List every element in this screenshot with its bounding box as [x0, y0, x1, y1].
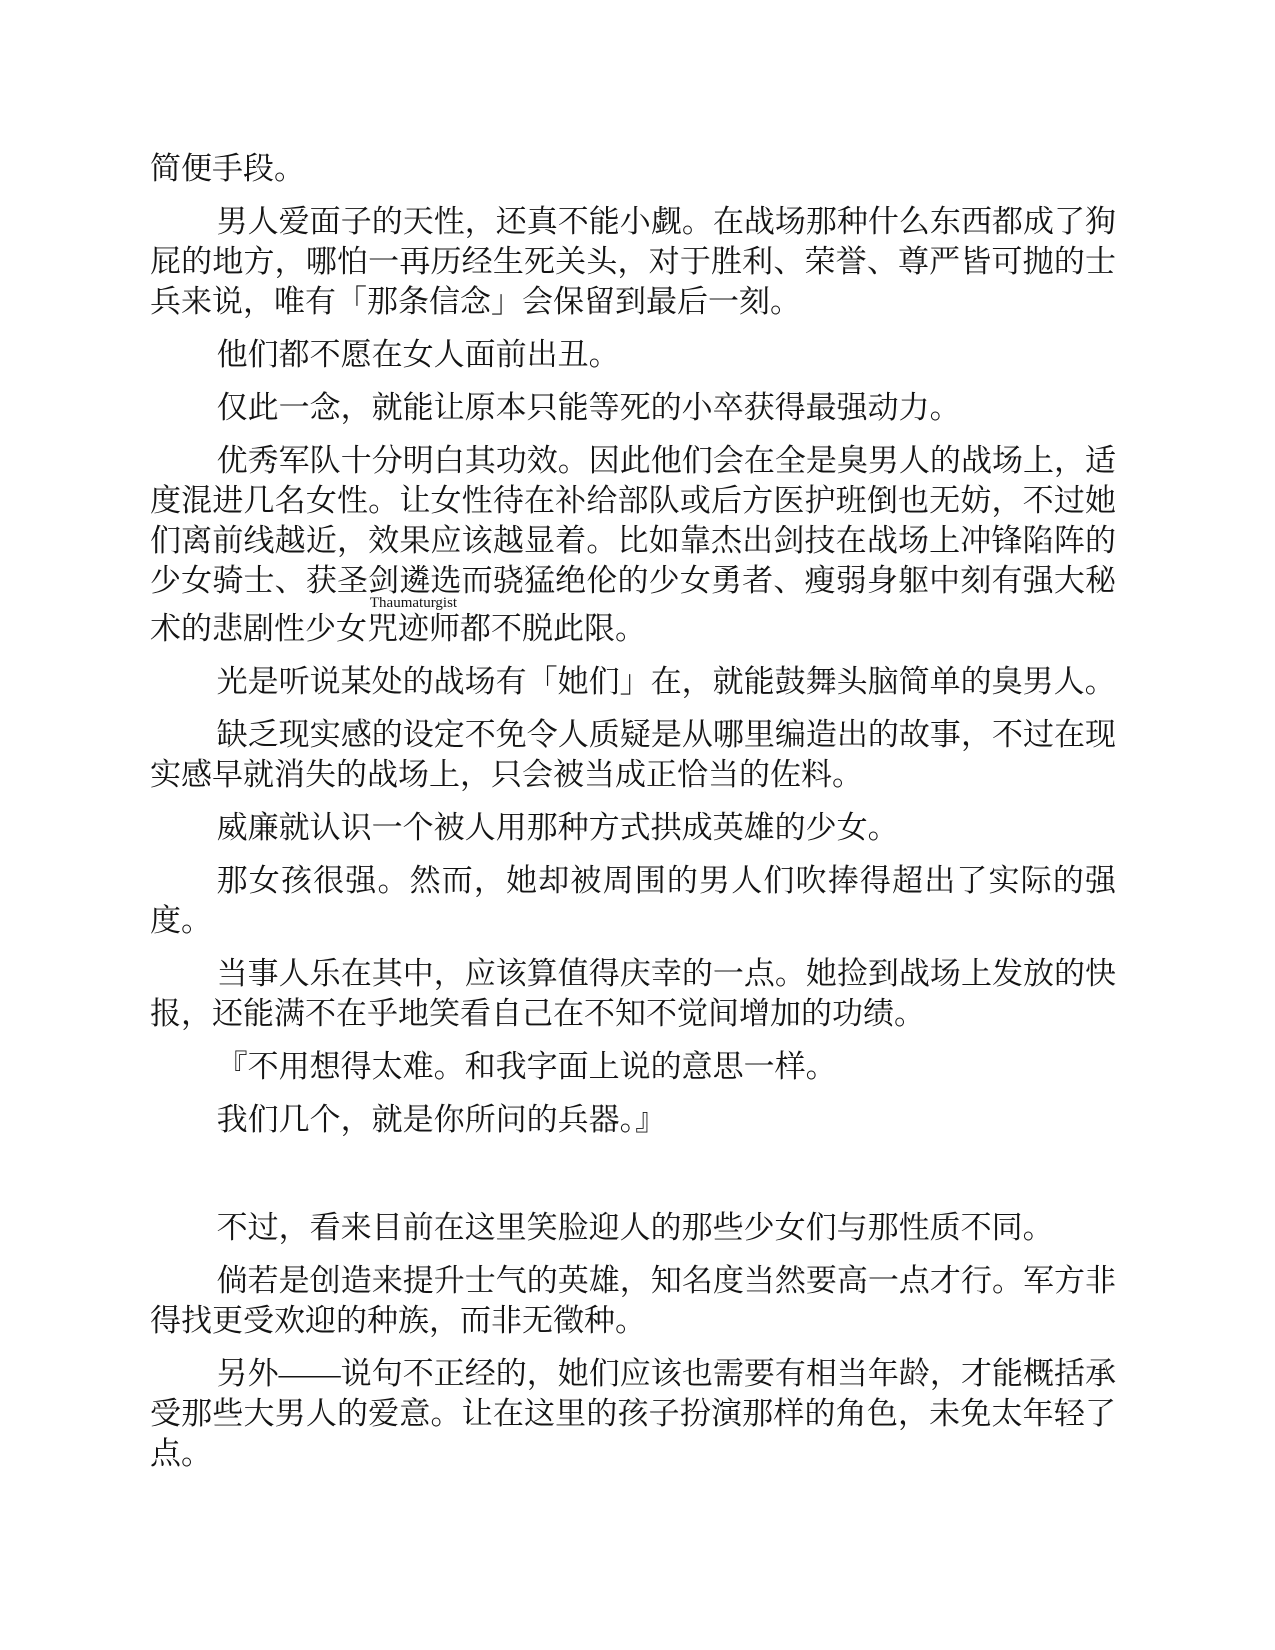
paragraph: 那女孩很强。然而，她却被周围的男人们吹捧得超出了实际的强度。 [150, 863, 1116, 938]
paragraph-quote-open: 『不用想得太难。和我字面上说的意思一样。 [216, 1049, 837, 1084]
text-block [150, 149, 1116, 1474]
paragraph: 仅此一念，就能让原本只能等死的小卒获得最强动力。 [216, 390, 961, 425]
paragraph: 他们都不愿在女人面前出丑。 [216, 337, 620, 372]
ruby-annotation: Thaumaturgist [367, 595, 460, 611]
paragraph-quote-close: 我们几个，就是你所问的兵器。』 [216, 1102, 667, 1137]
paragraph-with-ruby [150, 441, 1116, 649]
paragraph-text: 都不脱此限。 [460, 611, 646, 646]
paragraph: 当事人乐在其中，应该算值得庆幸的一点。她捡到战场上发放的快报，还能满不在乎地笑看自己在不知不觉间增加的功绩。 [150, 956, 1116, 1031]
blank-line-gap [150, 1140, 1116, 1195]
paragraph-text: 优秀军队十分明白其功效。因此他们会在全是臭男人的战场上，适度混进几名女性。让女性待在补给部队或后方医护班倒也无妨，不过她们离前线越近，效果应该越显着。比如靠杰出剑技在战场上冲锋陷阵的少女骑士、获圣剑遴选而骁猛绝伦的少女勇者、瘦弱身躯中刻有强大秘术的悲剧性少女 [150, 443, 1116, 646]
paragraph: 另外——说句不正经的，她们应该也需要有相当年龄，才能概括承受那些大男人的爱意。让在这里的孩子扮演那样的角色，未免太年轻了点。 [150, 1356, 1116, 1471]
paragraph: 倘若是创造来提升士气的英雄，知名度当然要高一点才行。军方非得找更受欢迎的种族，而非无徵种。 [150, 1263, 1116, 1338]
ruby-term [367, 595, 460, 646]
ruby-base-text: 咒迹师 [367, 611, 460, 646]
paragraph: 男人爱面子的天性，还真不能小觑。在战场那种什么东西都成了狗屁的地方，哪怕一再历经生死关头，对于胜利、荣誉、尊严皆可抛的士兵来说，唯有「那条信念」会保留到最后一刻。 [150, 204, 1116, 319]
paragraph: 缺乏现实感的设定不免令人质疑是从哪里编造出的故事，不过在现实感早就消失的战场上，只会被当成正恰当的佐料。 [150, 717, 1116, 792]
paragraph: 不过，看来目前在这里笑脸迎人的那些少女们与那性质不同。 [216, 1210, 1054, 1245]
paragraph: 威廉就认识一个被人用那种方式拱成英雄的少女。 [216, 810, 899, 845]
paragraph: 简便手段。 [150, 151, 305, 186]
paragraph: 光是听说某处的战场有「她们」在，就能鼓舞头脑简单的臭男人。 [216, 664, 1116, 699]
